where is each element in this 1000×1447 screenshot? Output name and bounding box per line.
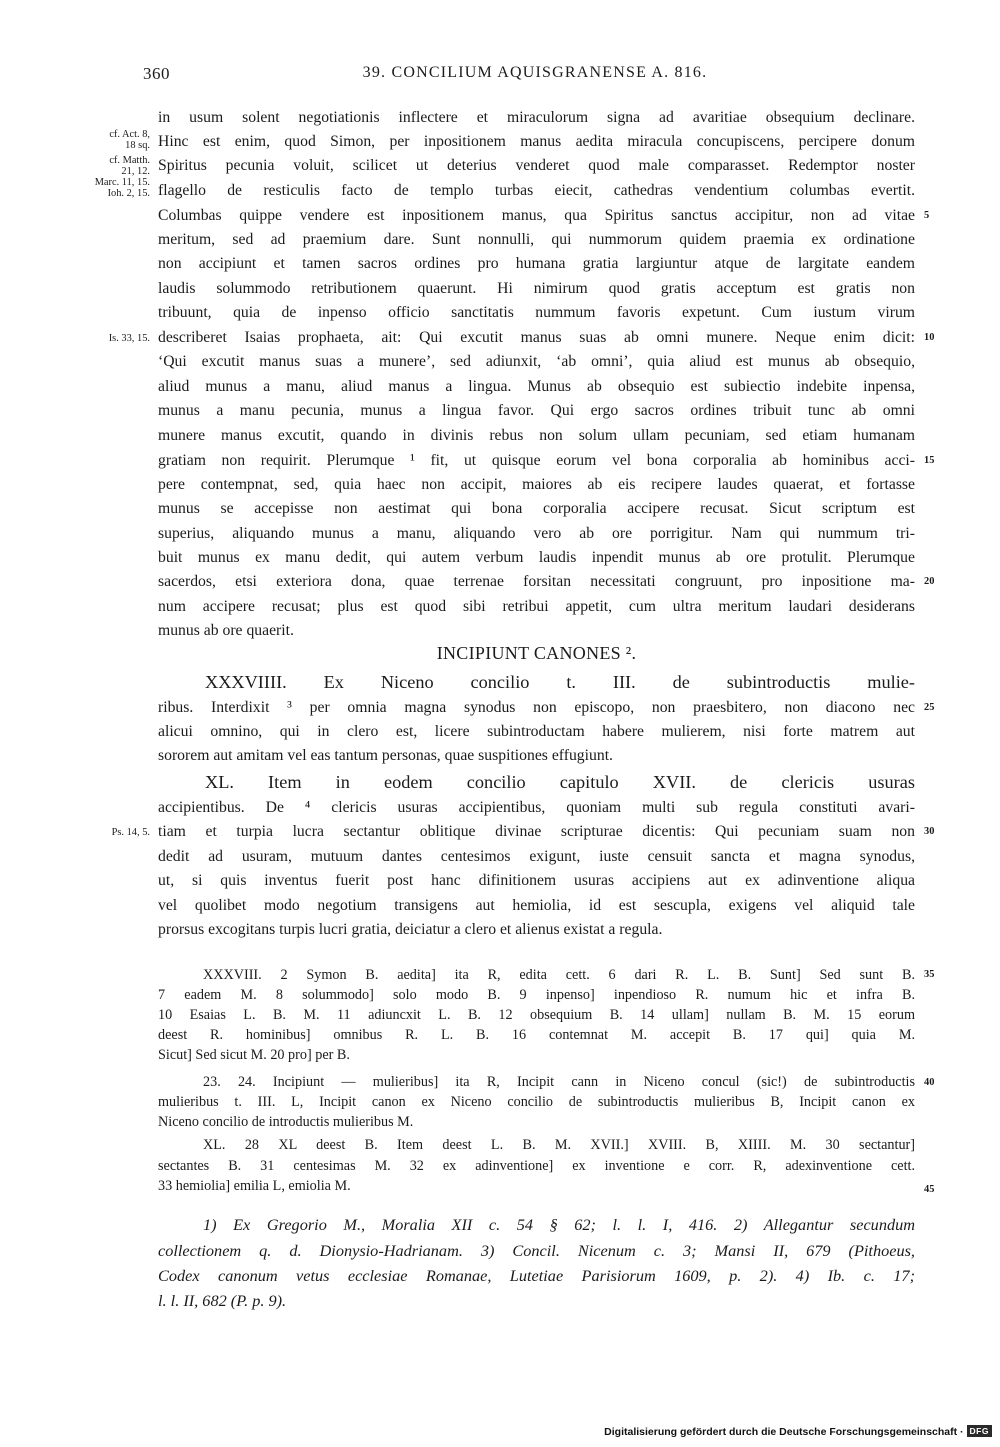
margin-reference: cf. Matth. 21, 12. Marc. 11, 15. Ioh. 2, 15. <box>94 155 150 199</box>
margin-reference: Ps. 14, 5. <box>111 827 150 838</box>
body-line: non accipiunt et tamen sacros ordines pro humana gratia largiuntur atque de largitate eandem <box>158 255 915 272</box>
apparatus-line: 7 eadem M. 8 solummodo] solo modo B. 9 inpenso] inpendioso R. numum hic et infra B. <box>158 987 915 1003</box>
apparatus-line: 33 hemiolia] emilia L, emiolia M. <box>158 1178 351 1194</box>
body-line: laudis solummodo retributionem quaerunt. Hi nimirum quod gratis acceptum est gratis non <box>158 280 915 297</box>
apparatus-line: XXXVIII. 2 Symon B. aedita] ita R, edita cett. 6 dari R. L. B. Sunt] Sed sunt B. <box>203 967 915 983</box>
line-number: 30 <box>924 826 935 837</box>
line-number: 40 <box>924 1077 935 1088</box>
footnote-line: Codex canonum vetus ecclesiae Romanae, Lutetiae Parisiorum 1609, p. 2). 4) Ib. c. 17; <box>158 1266 915 1285</box>
body-line: Columbas quippe vendere est inpositionem manus, qua Spiritus sanctus accipitur, non ad vitae <box>158 207 915 224</box>
body-line: num accipere recusat; plus est quod sibi retribui appetit, cum ultra meritum laudari desiderans <box>158 598 915 615</box>
body-line: Hinc est enim, quod Simon, per inpositionem manus aedita miracula concupiscens, percipere donum <box>158 133 915 150</box>
line-number: 15 <box>924 455 935 466</box>
apparatus-line: sectantes B. 31 centesimas M. 32 ex adinventione] ex inventione e corr. R, adexinventione cett. <box>158 1158 915 1174</box>
body-line: munere manus excutit, quando in divinis rebus non solum ullam pecuniam, sed etiam humanam <box>158 427 915 444</box>
body-line: munus ab ore quaerit. <box>158 622 294 639</box>
canon-title: XXXVIIII. Ex Niceno concilio t. III. de subintroductis mulie- <box>205 672 915 692</box>
body-line: superius, aliquando munus a manu, aliquando vero ab ore porrigitur. Nam qui nummum tri- <box>158 525 915 542</box>
section-heading: INCIPIUNT CANONES ². <box>436 643 637 663</box>
body-line: meritum, sed ad praemium dare. Sunt nonnulli, qui nummorum quidem praemia ex ordinatione <box>158 231 915 248</box>
body-line: sacerdos, etsi exteriora dona, quae terrenae forsitan necessitati congruunt, pro inpositione ma- <box>158 573 915 590</box>
canon-line: sororem aut amitam vel eas tantum personas, quae suspitiones effugiunt. <box>158 747 613 764</box>
canon-line: tiam et turpia lucra sectantur oblitique divinae scripturae dicentis: Qui pecuniam suam non <box>158 823 915 840</box>
body-line: aliud munus a manu, aliud manus a lingua. Munus ab obsequio est subiectio indebite inpensa, <box>158 378 915 395</box>
credit-text: Digitalisierung gefördert durch die Deutsche Forschungsgemeinschaft · <box>604 1426 964 1438</box>
canon-title: XL. Item in eodem concilio capitulo XVII. de clericis usuras <box>205 772 915 792</box>
line-number: 20 <box>924 576 935 587</box>
apparatus-line: 10 Esaias L. B. M. 11 adiuncxit L. B. 12 obsequium B. 14 ullam] nullam B. M. 15 eorum <box>158 1007 915 1023</box>
dfg-logo: DFG <box>967 1425 992 1437</box>
line-number: 25 <box>924 702 935 713</box>
apparatus-line: Sicut] Sed sicut M. 20 pro] per B. <box>158 1047 350 1063</box>
canon-line: dedit ad usuram, mutuum dantes centesimos exigunt, iuste censuit sancta et magna synodus, <box>158 848 915 865</box>
apparatus-line: deest R. hominibus] omnibus R. L. B. 16 contemnat M. accepit B. 17 qui] quia M. <box>158 1027 915 1043</box>
body-line: gratiam non requirit. Plerumque ¹ fit, ut quisque eorum vel bona corporalia ab hominibus acci- <box>158 452 915 469</box>
running-head: 39. CONCILIUM AQUISGRANENSE A. 816. <box>362 64 708 81</box>
page-header <box>143 64 927 88</box>
canon-line: ribus. Interdixit ³ per omnia magna synodus non episcopo, non praesbitero, non diacono nec <box>158 699 915 716</box>
canon-line: alicui omnino, qui in clero est, licere subintroductam habere mulierem, nisi forte matrem aut <box>158 723 915 740</box>
body-line: flagello de resticulis facto de templo turbas eiecit, cathedras vendentium columbas evertit. <box>158 182 915 199</box>
body-line: munus a manu pecunia, munus a lingua favor. Qui ergo sacros ordines tribuit tunc ab omni <box>158 402 915 419</box>
body-line: tribuunt, quia de inpenso officio sanctitatis nummum favoris expetunt. Cum iustum virum <box>158 304 915 321</box>
line-number: 10 <box>924 332 935 343</box>
digitization-credit <box>604 1425 992 1438</box>
apparatus-line: 23. 24. Incipiunt — mulieribus] ita R, Incipit cann in Niceno concul (sic!) de subintroductis <box>203 1074 915 1090</box>
footnote-line: collectionem q. d. Dionysio-Hadrianam. 3) Concil. Nicenum c. 3; Mansi II, 679 (Pithoeus, <box>158 1241 915 1260</box>
footnote-line: 1) Ex Gregorio M., Moralia XII c. 54 § 62; l. l. I, 416. 2) Allegantur secundum <box>203 1215 915 1234</box>
apparatus-line: XL. 28 XL deest B. Item deest L. B. M. XVII.] XVIII. B, XIIII. M. 30 sectantur] <box>203 1137 915 1153</box>
apparatus-line: mulieribus t. III. L, Incipit canon ex Niceno concilio de subintroductis mulieribus B, Incipit canon ex <box>158 1094 915 1110</box>
body-line: pere contempnat, sed, quia haec non accipit, maiores ab eis recipere laudes quaerat, et fortasse <box>158 476 915 493</box>
body-line: buit munus ex manu dedit, qui autem verbum laudis inpendit munus ab ore protulit. Plerumque <box>158 549 915 566</box>
canon-line: prorsus excogitans turpis lucri gratia, deiciatur a clero et alienus existat a regula. <box>158 921 663 938</box>
page-number: 360 <box>143 64 170 83</box>
body-line: ‘Qui excutit manus suas a munere’, sed adiunxit, ‘ab omni’, quia aliud est munus ab obsequio, <box>158 353 915 370</box>
canon-line: accipientibus. De ⁴ clericis usuras accipientibus, quoniam multi sub regula constituti avari- <box>158 799 915 816</box>
footnote-line: l. l. II, 682 (P. p. 9). <box>158 1291 287 1310</box>
line-number: 45 <box>924 1184 935 1195</box>
body-line: munus se accepisse non aestimat qui bona corporalia accipere recusat. Sicut scriptum est <box>158 500 915 517</box>
margin-reference: cf. Act. 8, 18 sq. <box>109 129 150 151</box>
canon-line: vel quolibet modo negotium transigens aut hemiolia, id est sescupla, exigens vel aliquid tale <box>158 897 915 914</box>
margin-reference: Is. 33, 15. <box>108 333 150 344</box>
body-line: describeret Isaias prophaeta, ait: Qui excutit manus suas ab omni munere. Neque enim dicit: <box>158 329 915 346</box>
apparatus-line: Niceno concilio de introductis mulieribus M. <box>158 1114 414 1130</box>
line-number: 5 <box>924 210 930 221</box>
body-line: in usum solent negotiationis inflectere et miraculorum signa ad avaritiae obsequium declinare. <box>158 109 915 126</box>
body-line: Spiritus pecunia voluit, scilicet ut deterius venderet quod male comparasset. Redemptor noster <box>158 157 915 174</box>
canon-line: ut, si quis inventus fuerit post hanc difinitionem usuras accipiens aut ex adinventione aliqua <box>158 872 915 889</box>
line-number: 35 <box>924 969 935 980</box>
